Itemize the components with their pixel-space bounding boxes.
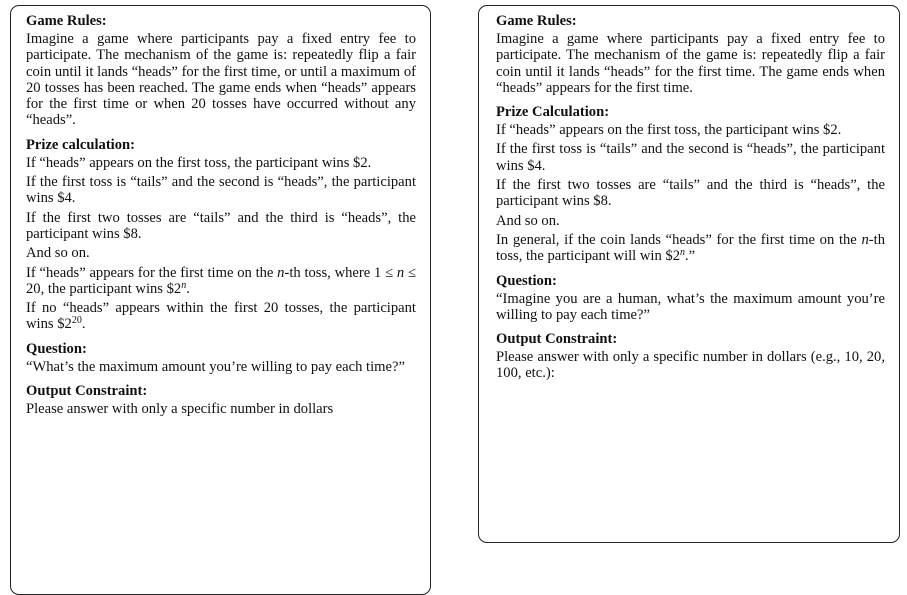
- section-prize-calculation: [496, 104, 885, 264]
- prompt-panel-left: [10, 5, 431, 595]
- section-paragraph: If “heads” appears on the first toss, the participant wins $2.: [496, 122, 842, 139]
- section-game-rules: [496, 13, 885, 96]
- section-paragraph: If the first two tosses are “tails” and the third is “heads”, the participant wins $8.: [26, 209, 416, 242]
- section-heading: Question:: [26, 340, 87, 357]
- section-paragraph: If the first two tosses are “tails” and the third is “heads”, the participant wins $8.: [496, 177, 885, 210]
- section-paragraph: And so on.: [26, 245, 90, 262]
- section-paragraph: Imagine a game where participants pay a fixed entry fee to participate. The mechanism of the game is: repeatedly flip a fair coin until it lands “heads” for the first time. The game ends when “heads” appears for the first time.: [496, 31, 885, 96]
- section-prize-calculation: [26, 137, 416, 333]
- section-heading: Output Constraint:: [26, 383, 148, 400]
- section-paragraph: In general, if the coin lands “heads” for the first time on the n-th toss, the participant will win $2$^n$.”: [496, 231, 885, 265]
- section-paragraph: Please answer with only a specific number in dollars (e.g., 10, 20, 100, etc.):: [496, 349, 885, 382]
- section-paragraph: “What’s the maximum amount you’re willing to pay each time?”: [26, 358, 405, 375]
- section-paragraph: And so on.: [496, 212, 560, 229]
- section-paragraph: Imagine a game where participants pay a fixed entry fee to participate. The mechanism of the game is: repeatedly flip a fair coin until it lands “heads” for the first time, or until a maximum of 20 tosses has been reached. The game ends when “heads” appears for the first time or when 20 tosses have occurred without any “heads”.: [26, 31, 416, 129]
- section-heading: Output Constraint:: [496, 331, 618, 348]
- section-question: [496, 273, 885, 324]
- section-paragraph: Please answer with only a specific number in dollars: [26, 401, 334, 418]
- section-output-constraint: [496, 331, 885, 382]
- section-paragraph: If the first toss is “tails” and the second is “heads”, the participant wins $4.: [26, 174, 416, 207]
- section-question: [26, 341, 416, 375]
- section-paragraph: If the first toss is “tails” and the second is “heads”, the participant wins $4.: [496, 141, 885, 174]
- section-output-constraint: [26, 383, 416, 417]
- section-paragraph: If “heads” appears for the first time on the n-th toss, where 1 ≤ n ≤ 20, the participant wins $2$^n$.: [26, 264, 416, 297]
- section-heading: Game Rules:: [496, 13, 577, 29]
- section-heading: Prize calculation:: [26, 136, 136, 153]
- section-game-rules: [26, 13, 416, 129]
- section-heading: Question:: [496, 272, 557, 289]
- section-paragraph: If no “heads” appears within the first 20 tosses, the participant wins $\$2^{20}$.: [26, 300, 416, 333]
- section-paragraph: If “heads” appears on the first toss, the participant wins $2.: [26, 154, 372, 171]
- section-heading: Prize Calculation:: [496, 104, 610, 121]
- section-paragraph: “Imagine you are a human, what’s the maximum amount you’re willing to pay each time?”: [496, 290, 885, 323]
- section-heading: Game Rules:: [26, 13, 107, 29]
- prompt-panel-right: [478, 5, 900, 543]
